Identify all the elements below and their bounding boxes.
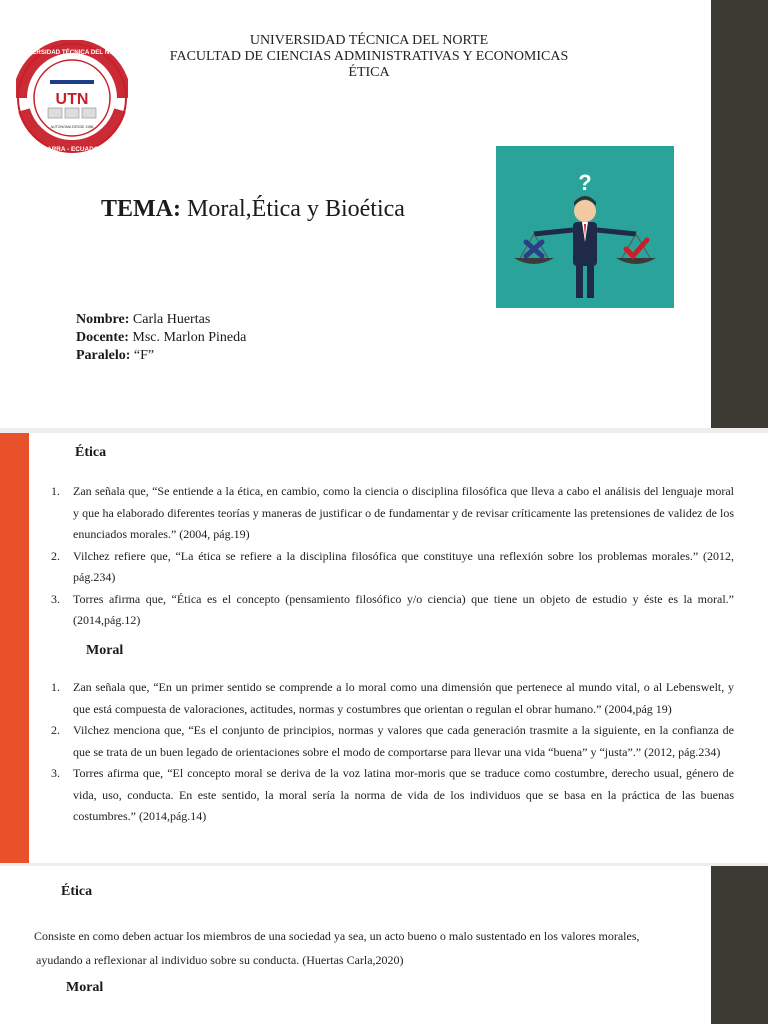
etica-summary-paragraph (34, 924, 714, 972)
section-title-moral: Moral (86, 643, 124, 658)
list-item (48, 763, 734, 828)
list-item (48, 720, 734, 763)
logo-ring-top-text: UNIVERSIDAD TÉCNICA DEL NORTE (17, 49, 127, 56)
info-label: Docente: (76, 330, 129, 345)
info-label: Nombre: (76, 312, 130, 327)
summary-page (0, 866, 768, 1024)
orange-accent-bar (0, 433, 29, 863)
list-text: Zan señala que, “En un primer sentido se comprende a lo moral como una dimensión que pertenece al mundo vital, o al Lebenswelt, y que está compuesta de valoraciones, actitudes, normas y costumbres que orientan o regulan el obrar humano.” (2004,pág 19) (73, 680, 734, 716)
info-label: Paralelo: (76, 348, 131, 363)
subject-name: ÉTICA (348, 65, 390, 80)
title-text: Moral,Ética y Bioética (187, 196, 405, 222)
list-text: Torres afirma que, “Ética es el concepto (pensamiento filosófico y/o ciencia) que tiene un objeto de estudio y éste es la moral.” (2014,pág.12) (73, 591, 734, 627)
question-mark-icon: ? (578, 170, 592, 195)
cover-page (0, 0, 768, 428)
list-text: Zan señala que, “Se entiende a la ética, en cambio, como la ciencia o disciplina filosófica que lleva a cabo el análisis del lenguaje moral y que ha elaborado diferentes teorías y maneras de justificar o de fundamentar y de revisar críticamente las pretensiones de validez de los enunciados morales.” (2004, pág.19) (73, 484, 734, 541)
section-title-etica: Ética (75, 445, 107, 460)
info-value: Msc. Marlon Pineda (132, 330, 247, 345)
university-name: UNIVERSIDAD TÉCNICA DEL NORTE (249, 33, 489, 48)
list-number: 1. (51, 680, 60, 694)
etica-reference-list (48, 481, 734, 632)
list-number: 3. (51, 766, 60, 780)
list-item (48, 589, 734, 632)
paragraph-line: ayudando a reflexionar al individuo sobre su conducta. (Huertas Carla,2020) (36, 953, 404, 967)
list-item (48, 677, 734, 720)
university-logo (16, 40, 128, 158)
faculty-name: FACULTAD DE CIENCIAS ADMINISTRATIVAS Y ECONOMICAS (169, 49, 569, 64)
dark-accent-bar (711, 0, 768, 428)
list-number: 2. (51, 548, 60, 563)
dark-accent-bar (711, 866, 768, 1024)
list-number: 1. (51, 484, 60, 498)
list-item (48, 481, 734, 546)
section-title-etica-summary: Ética (61, 884, 93, 899)
logo-founded-text: AUTONOMA DESDE 1986 (50, 125, 94, 129)
student-info (76, 311, 246, 365)
title-label: TEMA: (101, 196, 181, 222)
info-row-nombre (76, 311, 246, 329)
scale-dilemma-illustration (496, 146, 674, 308)
logo-ring-bottom-text: IBARRA - ECUADOR (40, 146, 104, 153)
list-item (48, 546, 734, 589)
info-row-paralelo (76, 347, 246, 365)
definitions-page (0, 433, 768, 863)
list-text: Torres afirma que, “El concepto moral se deriva de la voz latina mor-moris que se traduce como costumbre, derecho usual, género de vida, uso, conducta. En este sentido, la moral sería la norma de vida de los individuos que se basa en la práctica de las buenas costumbres.” (2014,pág.14) (73, 766, 734, 823)
moral-reference-list (48, 677, 734, 828)
section-title-moral-summary: Moral (66, 980, 104, 995)
info-value: “F” (133, 348, 155, 363)
list-text: Vilchez menciona que, “Es el conjunto de principios, normas y valores que cada generación trasmite a la siguiente, en la confianza de que se trata de un buen legado de orientaciones sobre el modo de comportarse para llevar una vida “buena” y “justa”.” (2012, pág.234) (73, 723, 734, 759)
institution-header (130, 33, 608, 81)
list-number: 3. (51, 591, 60, 606)
info-row-docente (76, 329, 246, 347)
paragraph-line: Consiste en como deben actuar los miembros de una sociedad ya sea, un acto bueno o malo sustentado en los valores morales, (34, 929, 640, 943)
info-value: Carla Huertas (132, 312, 211, 327)
list-text: Vilchez refiere que, “La ética se refiere a la disciplina filosófica que constituye una reflexión sobre los problemas morales.” (2012, pág.234) (73, 548, 734, 584)
logo-center-text: UTN (55, 91, 89, 108)
list-number: 2. (51, 723, 60, 737)
page-title (101, 196, 405, 223)
